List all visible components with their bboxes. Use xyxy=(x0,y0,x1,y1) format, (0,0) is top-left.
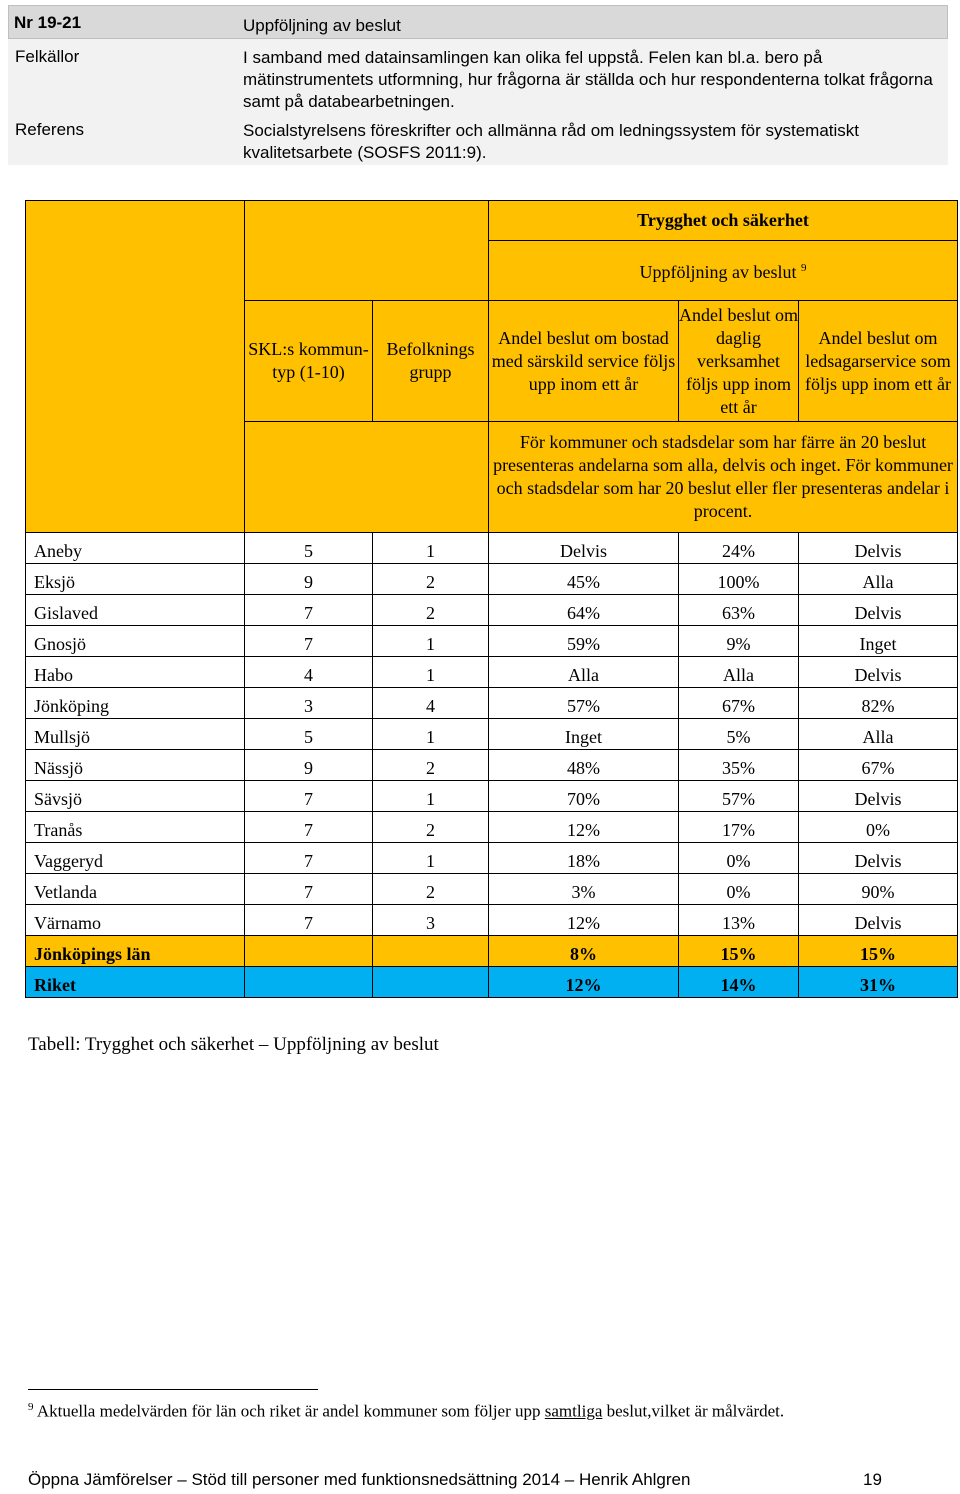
row-skl: 7 xyxy=(245,781,373,812)
indicator-title: Uppföljning av beslut xyxy=(243,16,401,35)
row-bostad: 12% xyxy=(489,812,679,843)
row-befolkning: 2 xyxy=(373,874,489,905)
row-daglig: 0% xyxy=(679,874,799,905)
row-ledsagar: 67% xyxy=(799,750,958,781)
row-name: Tranås xyxy=(26,812,245,843)
footnote-divider xyxy=(28,1389,318,1390)
row-bostad: 64% xyxy=(489,595,679,626)
table-row xyxy=(26,533,958,564)
row-ledsagar: Delvis xyxy=(799,781,958,812)
sum-row-c3: 15% xyxy=(799,936,958,967)
row-befolkning: 1 xyxy=(373,843,489,874)
row-ledsagar: 82% xyxy=(799,688,958,719)
row-befolkning: 1 xyxy=(373,719,489,750)
row-befolkning: 3 xyxy=(373,905,489,936)
table-row xyxy=(26,874,958,905)
row-skl: 3 xyxy=(245,688,373,719)
riket-row-skl xyxy=(245,967,373,998)
row-skl: 7 xyxy=(245,812,373,843)
row-bostad: Alla xyxy=(489,657,679,688)
empty-note-cell xyxy=(245,422,489,533)
table-row xyxy=(26,750,958,781)
row-skl: 7 xyxy=(245,626,373,657)
sub-header-text: Uppföljning av beslut xyxy=(639,262,797,282)
row-bostad: 3% xyxy=(489,874,679,905)
table-row xyxy=(26,905,958,936)
row-ledsagar: Alla xyxy=(799,564,958,595)
row-bostad: 12% xyxy=(489,905,679,936)
table-row xyxy=(26,626,958,657)
row-ledsagar: 90% xyxy=(799,874,958,905)
row-name: Jönköping xyxy=(26,688,245,719)
row-bostad: 57% xyxy=(489,688,679,719)
row-name: Eksjö xyxy=(26,564,245,595)
footnote xyxy=(28,1401,784,1422)
row-befolkning: 1 xyxy=(373,533,489,564)
row-skl: 7 xyxy=(245,874,373,905)
table-row xyxy=(26,564,958,595)
col-header-ledsagar: Andel beslut om ledsagarservice som följs upp inom ett år xyxy=(799,301,958,422)
table-row xyxy=(26,812,958,843)
row-bostad: 70% xyxy=(489,781,679,812)
footnote-text-before: Aktuella medelvärden för län och riket är andel kommuner som följer upp xyxy=(36,1401,541,1421)
sum-row-c2: 15% xyxy=(679,936,799,967)
row-name: Värnamo xyxy=(26,905,245,936)
row-ledsagar: Delvis xyxy=(799,533,958,564)
row-daglig: 9% xyxy=(679,626,799,657)
table-row xyxy=(26,688,958,719)
table-row xyxy=(26,657,958,688)
row-befolkning: 2 xyxy=(373,812,489,843)
row-daglig: 100% xyxy=(679,564,799,595)
row-ledsagar: Alla xyxy=(799,719,958,750)
table-caption: Tabell: Trygghet och säkerhet – Uppföljning av beslut xyxy=(28,1034,439,1055)
sum-row-c1: 8% xyxy=(489,936,679,967)
felkallor-label: Felkällor xyxy=(15,47,80,66)
sum-row-name: Jönköpings län xyxy=(26,936,245,967)
col-header-skl: SKL:s kommun-typ (1-10) xyxy=(245,301,373,422)
page-footer xyxy=(28,1470,888,1490)
row-befolkning: 2 xyxy=(373,564,489,595)
row-skl: 7 xyxy=(245,905,373,936)
row-skl: 9 xyxy=(245,564,373,595)
main-header: Trygghet och säkerhet xyxy=(489,201,958,241)
info-box xyxy=(8,5,948,165)
table-row xyxy=(26,595,958,626)
row-ledsagar: Delvis xyxy=(799,657,958,688)
sub-header xyxy=(489,241,958,301)
row-daglig: 35% xyxy=(679,750,799,781)
empty-header-cell xyxy=(245,201,489,301)
row-ledsagar: Delvis xyxy=(799,843,958,874)
row-befolkning: 1 xyxy=(373,781,489,812)
row-name: Mullsjö xyxy=(26,719,245,750)
felkallor-text: I samband med datainsamlingen kan olika fel uppstå. Felen kan bl.a. bero på mätinstrumentets utformning, hur frågorna är ställda och hur respondenterna tolkat frågorna samt på databearbetningen. xyxy=(243,48,933,111)
riket-row-name: Riket xyxy=(26,967,245,998)
row-name: Vaggeryd xyxy=(26,843,245,874)
footnote-ref: 9 xyxy=(801,262,807,274)
row-befolkning: 1 xyxy=(373,626,489,657)
row-skl: 5 xyxy=(245,533,373,564)
row-ledsagar: 0% xyxy=(799,812,958,843)
row-befolkning: 2 xyxy=(373,750,489,781)
row-skl: 7 xyxy=(245,843,373,874)
riket-row-c2: 14% xyxy=(679,967,799,998)
row-daglig: 5% xyxy=(679,719,799,750)
row-befolkning: 4 xyxy=(373,688,489,719)
row-skl: 5 xyxy=(245,719,373,750)
footnote-underlined: samtliga xyxy=(544,1401,603,1421)
row-bostad: 59% xyxy=(489,626,679,657)
table-note: För kommuner och stadsdelar som har färre än 20 beslut presenteras andelarna som alla, delvis och inget. För kommuner och stadsdelar som har 20 beslut eller fler presenteras andelar i procent. xyxy=(489,422,958,533)
indicator-number: Nr 19-21 xyxy=(14,13,82,32)
riket-row-bef xyxy=(373,967,489,998)
row-daglig: 24% xyxy=(679,533,799,564)
data-table xyxy=(25,200,958,998)
row-bostad: 48% xyxy=(489,750,679,781)
row-befolkning: 1 xyxy=(373,657,489,688)
row-skl: 9 xyxy=(245,750,373,781)
table-row xyxy=(26,781,958,812)
referens-label: Referens xyxy=(15,120,84,139)
table-body xyxy=(26,533,958,936)
row-name: Gislaved xyxy=(26,595,245,626)
row-name: Aneby xyxy=(26,533,245,564)
row-skl: 4 xyxy=(245,657,373,688)
riket-row-c1: 12% xyxy=(489,967,679,998)
row-daglig: 63% xyxy=(679,595,799,626)
footnote-number: 9 xyxy=(28,1401,34,1413)
row-ledsagar: Inget xyxy=(799,626,958,657)
table-row xyxy=(26,719,958,750)
row-name: Gnosjö xyxy=(26,626,245,657)
row-name: Habo xyxy=(26,657,245,688)
row-bostad: 18% xyxy=(489,843,679,874)
row-name: Sävsjö xyxy=(26,781,245,812)
row-daglig: 57% xyxy=(679,781,799,812)
col-header-befolkning: Befolknings grupp xyxy=(373,301,489,422)
row-bostad: Delvis xyxy=(489,533,679,564)
col-header-bostad: Andel beslut om bostad med särskild service följs upp inom ett år xyxy=(489,301,679,422)
riket-row-c3: 31% xyxy=(799,967,958,998)
row-daglig: 67% xyxy=(679,688,799,719)
row-name: Nässjö xyxy=(26,750,245,781)
row-skl: 7 xyxy=(245,595,373,626)
row-bostad: 45% xyxy=(489,564,679,595)
col-header-daglig: Andel beslut om daglig verksamhet följs upp inom ett år xyxy=(679,301,799,422)
table-row xyxy=(26,843,958,874)
row-ledsagar: Delvis xyxy=(799,905,958,936)
sum-row-skl xyxy=(245,936,373,967)
row-daglig: 0% xyxy=(679,843,799,874)
empty-corner-cell xyxy=(26,201,245,533)
row-befolkning: 2 xyxy=(373,595,489,626)
referens-text: Socialstyrelsens föreskrifter och allmänna råd om ledningssystem för systematiskt kvalitetsarbete (SOSFS 2011:9). xyxy=(243,121,860,162)
row-name: Vetlanda xyxy=(26,874,245,905)
footer-text: Öppna Jämförelser – Stöd till personer med funktionsnedsättning 2014 – Henrik Ahlgren xyxy=(28,1470,691,1489)
sum-row-bef xyxy=(373,936,489,967)
footnote-text-after: beslut,vilket är målvärdet. xyxy=(606,1401,785,1421)
row-daglig: 17% xyxy=(679,812,799,843)
page-number: 19 xyxy=(863,1470,882,1489)
row-bostad: Inget xyxy=(489,719,679,750)
row-daglig: 13% xyxy=(679,905,799,936)
row-daglig: Alla xyxy=(679,657,799,688)
row-ledsagar: Delvis xyxy=(799,595,958,626)
